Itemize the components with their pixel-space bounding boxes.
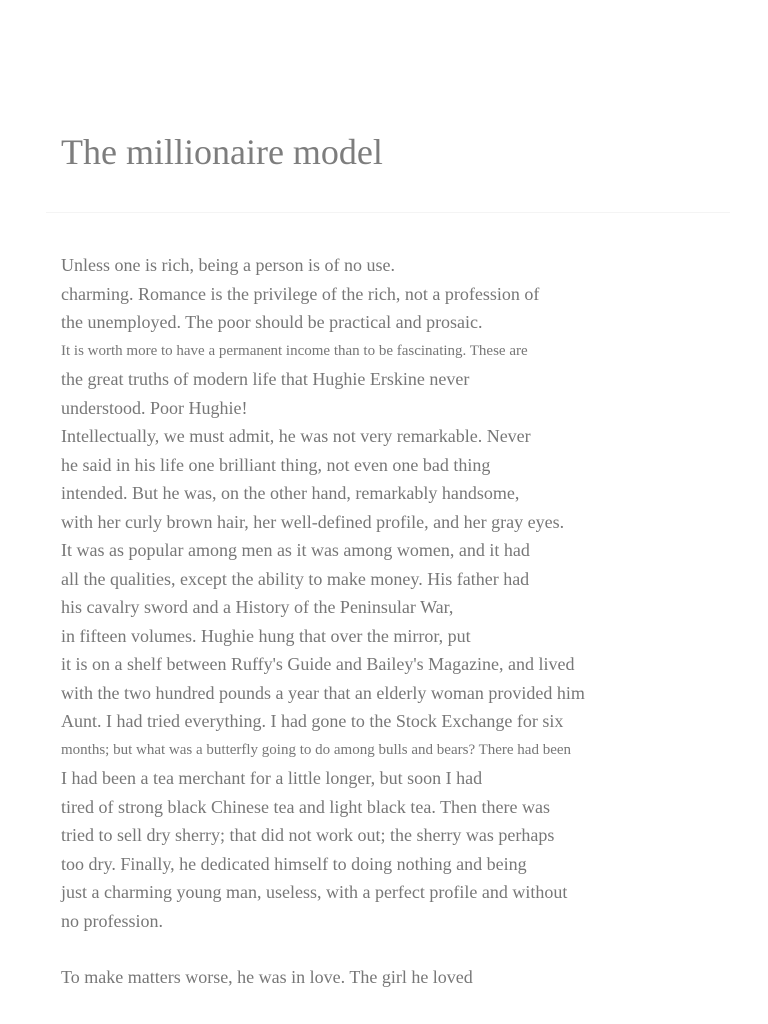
text-line: the unemployed. The poor should be practical and prosaic. xyxy=(61,312,483,332)
text-line: too dry. Finally, he dedicated himself to doing nothing and being xyxy=(61,853,527,874)
paragraph xyxy=(61,251,751,935)
text-line: in fifteen volumes. Hughie hung that over the mirror, put xyxy=(61,625,471,646)
text-line: tried to sell dry sherry; that did not work out; the sherry was perhaps xyxy=(61,825,555,845)
text-line: To make matters worse, he was in love. The girl he loved xyxy=(61,967,473,987)
text-line: Aunt. I had tried everything. I had gone to the Stock Exchange for six xyxy=(61,711,564,731)
text-line: he said in his life one brilliant thing, not even one bad thing xyxy=(61,454,491,475)
text-line: with the two hundred pounds a year that an elderly woman provided him xyxy=(61,682,585,703)
paragraph-gap xyxy=(61,935,751,963)
text-line: just a charming young man, useless, with a perfect profile and without xyxy=(61,882,568,902)
text-line: understood. Poor Hughie! xyxy=(61,397,248,418)
text-line: it is on a shelf between Ruffy's Guide and Bailey's Magazine, and lived xyxy=(61,654,575,674)
document-body xyxy=(61,251,751,992)
paragraph xyxy=(61,963,751,992)
text-line: months; but what was a butterfly going to do among bulls and bears? There had been xyxy=(61,741,572,758)
text-line: charming. Romance is the privilege of the rich, not a profession of xyxy=(61,283,540,304)
title-divider xyxy=(46,212,730,213)
text-line: with her curly brown hair, her well-defined profile, and her gray eyes. xyxy=(61,511,565,532)
text-line: intended. But he was, on the other hand, remarkably handsome, xyxy=(61,483,520,503)
text-line: I had been a tea merchant for a little longer, but soon I had xyxy=(61,768,483,788)
text-line: Intellectually, we must admit, he was not very remarkable. Never xyxy=(61,426,531,446)
document-title: The millionaire model xyxy=(61,132,383,172)
text-line: Unless one is rich, being a person is of no use. xyxy=(61,255,395,275)
text-line: the great truths of modern life that Hughie Erskine never xyxy=(61,369,470,389)
text-line: tired of strong black Chinese tea and light black tea. Then there was xyxy=(61,796,551,817)
text-line: It is worth more to have a permanent income than to be fascinating. These are xyxy=(61,342,528,359)
text-line: all the qualities, except the ability to make money. His father had xyxy=(61,568,530,589)
text-line: It was as popular among men as it was among women, and it had xyxy=(61,540,530,560)
text-line: his cavalry sword and a History of the Peninsular War, xyxy=(61,597,454,617)
text-line: no profession. xyxy=(61,910,163,931)
